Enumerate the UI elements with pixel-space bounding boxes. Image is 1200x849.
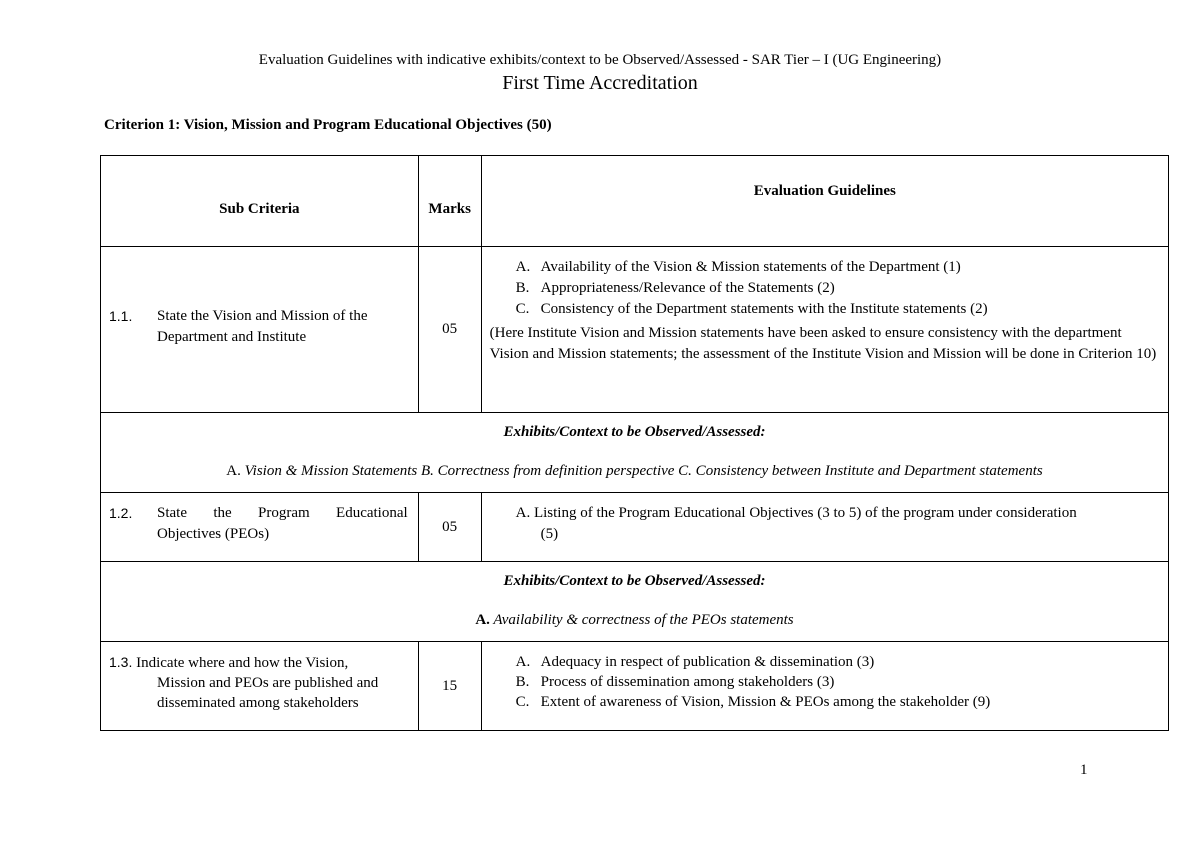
- sub-criteria-text: 1.3. Indicate where and how the Vision, Mission and PEOs are published and disseminated among stakeholders: [109, 654, 379, 711]
- guidelines-list: [482, 257, 1168, 320]
- table-row-1-3: [101, 642, 1169, 731]
- guideline-item: B. Process of dissemination among stakeholders (3): [515, 674, 835, 690]
- page-number: 1: [1080, 762, 1088, 778]
- exhibits-row-1-1: [101, 413, 1169, 493]
- sub-criteria-cell: [101, 642, 419, 731]
- guidelines-list: [482, 652, 1168, 712]
- exhibits-title: Exhibits/Context to be Observed/Assessed:: [503, 573, 766, 589]
- guideline-note: (Here Institute Vision and Mission statements have been asked to ensure consistency with the department Vision and Mission statements; the assessment of the Institute Vision and Mission will be done in Criterion 10): [489, 325, 1157, 362]
- guideline-item: A. Adequacy in respect of publication & dissemination (3): [515, 654, 875, 670]
- table-header-row: [101, 156, 1169, 247]
- document-title: First Time Accreditation: [502, 72, 698, 94]
- guideline-item: C. Consistency of the Department statements with the Institute statements (2): [515, 301, 988, 317]
- criterion-number: 1.3.: [109, 654, 133, 670]
- sub-criteria-text: State the Program Educational Objectives (PEOs): [157, 505, 408, 542]
- marks-cell: 05: [418, 493, 481, 562]
- guideline-item: A. Listing of the Program Educational Objectives (3 to 5) of the program under consideration: [515, 505, 1077, 521]
- sub-criteria-cell: [101, 247, 419, 413]
- criterion-number: 1.2.: [109, 505, 133, 521]
- header-marks: Marks: [418, 156, 481, 247]
- exhibits-text: A. Vision & Mission Statements B. Correctness from definition perspective C. Consistency between Institute and Department statements: [226, 463, 1043, 479]
- marks-cell: 05: [418, 247, 481, 413]
- exhibits-cell: [101, 562, 1169, 642]
- exhibits-row-1-2: [101, 562, 1169, 642]
- header-sub-criteria: Sub Criteria: [101, 156, 419, 247]
- guideline-item-continued: (5): [540, 526, 559, 542]
- header-evaluation-guidelines: Evaluation Guidelines: [481, 156, 1168, 247]
- criterion-title: Criterion 1: Vision, Mission and Program Educational Objectives (50): [104, 117, 552, 133]
- sub-criteria-cell: [101, 493, 419, 562]
- guidelines-cell: [481, 642, 1168, 731]
- guideline-item: A. Availability of the Vision & Mission statements of the Department (1): [515, 259, 961, 275]
- page-header: [0, 50, 1200, 96]
- table-row-1-1: [101, 247, 1169, 413]
- document-subtitle: Evaluation Guidelines with indicative exhibits/context to be Observed/Assessed - SAR Tier – I (UG Engineering): [258, 52, 942, 68]
- guidelines-cell: [481, 247, 1168, 413]
- guideline-item: B. Appropriateness/Relevance of the Statements (2): [515, 280, 835, 296]
- marks-cell: 15: [418, 642, 481, 731]
- guidelines-cell: [481, 493, 1168, 562]
- exhibits-cell: [101, 413, 1169, 493]
- evaluation-table: [100, 155, 1169, 731]
- guideline-item: C. Extent of awareness of Vision, Mission & PEOs among the stakeholder (9): [515, 694, 991, 710]
- criterion-number: 1.1.: [109, 307, 133, 324]
- exhibits-text: A. Availability & correctness of the PEOs statements: [475, 612, 794, 628]
- exhibits-title: Exhibits/Context to be Observed/Assessed:: [503, 424, 766, 440]
- table-row-1-2: [101, 493, 1169, 562]
- sub-criteria-text: State the Vision and Mission of the Department and Institute: [157, 307, 368, 345]
